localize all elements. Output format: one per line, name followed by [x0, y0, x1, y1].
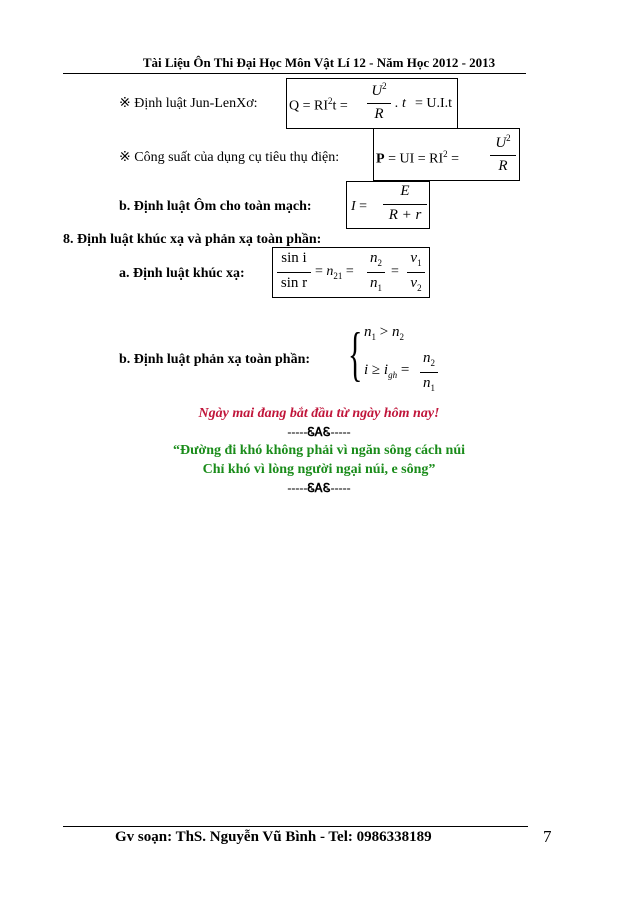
power-label: Công suất của dụng cụ tiêu thụ điện:: [134, 150, 340, 165]
power-formula-box: P = UI = $RI^2$ = $U^2$ R: [373, 128, 520, 181]
ohm-formula-box: I = E R + r: [346, 181, 430, 229]
ornament-divider: -----ᏋᎪᏋ-----: [287, 425, 351, 439]
page-number: 7: [543, 827, 552, 846]
bullet-icon: ※: [119, 150, 131, 165]
ornament-divider: -----ᏋᎪᏋ-----: [287, 481, 351, 495]
joule-formula-box: $Q = RI^2t$ = $U^2$ R . t = U.I.t: [286, 78, 458, 129]
power-line: [119, 149, 339, 166]
header-rule: [63, 73, 526, 74]
bullet-icon: ※: [119, 96, 131, 111]
quote-green-line-2: Chỉ khó vì lòng người ngại núi, e sông”: [202, 462, 436, 477]
refraction-formula-box: sin i sin r = $n_{21}$ = $n_2$ $n_1$ = $v_1$ $v_2$: [272, 247, 430, 298]
quote-green-line-1: “Đường đi khó không phải vì ngăn sông cách núi: [173, 443, 465, 458]
footer-author: Gv soạn: ThS. Nguyễn Vũ Bình - Tel: 0986338189: [115, 829, 432, 845]
total-reflection-formula: { $n_1 > n_2$ $i \ge i_{gh}$ = $n_2$ $n_1$: [348, 316, 438, 400]
ohm-label: b. Định luật Ôm cho toàn mạch:: [119, 199, 312, 214]
header-title: Tài Liệu Ôn Thi Đại Học Môn Vật Lí 12 - Năm Học 2012 - 2013: [142, 55, 496, 70]
refraction-label: a. Định luật khúc xạ:: [119, 266, 245, 281]
footer-rule: [63, 826, 528, 827]
total-reflection-label: b. Định luật phản xạ toàn phần:: [119, 352, 311, 367]
quote-red: Ngày mai đang bắt đầu từ ngày hôm nay!: [198, 406, 440, 421]
section-8-title: 8. Định luật khúc xạ và phản xạ toàn phần:: [63, 232, 322, 247]
joule-label: Định luật Jun-LenXơ:: [134, 96, 258, 111]
joule-line: [119, 95, 258, 112]
